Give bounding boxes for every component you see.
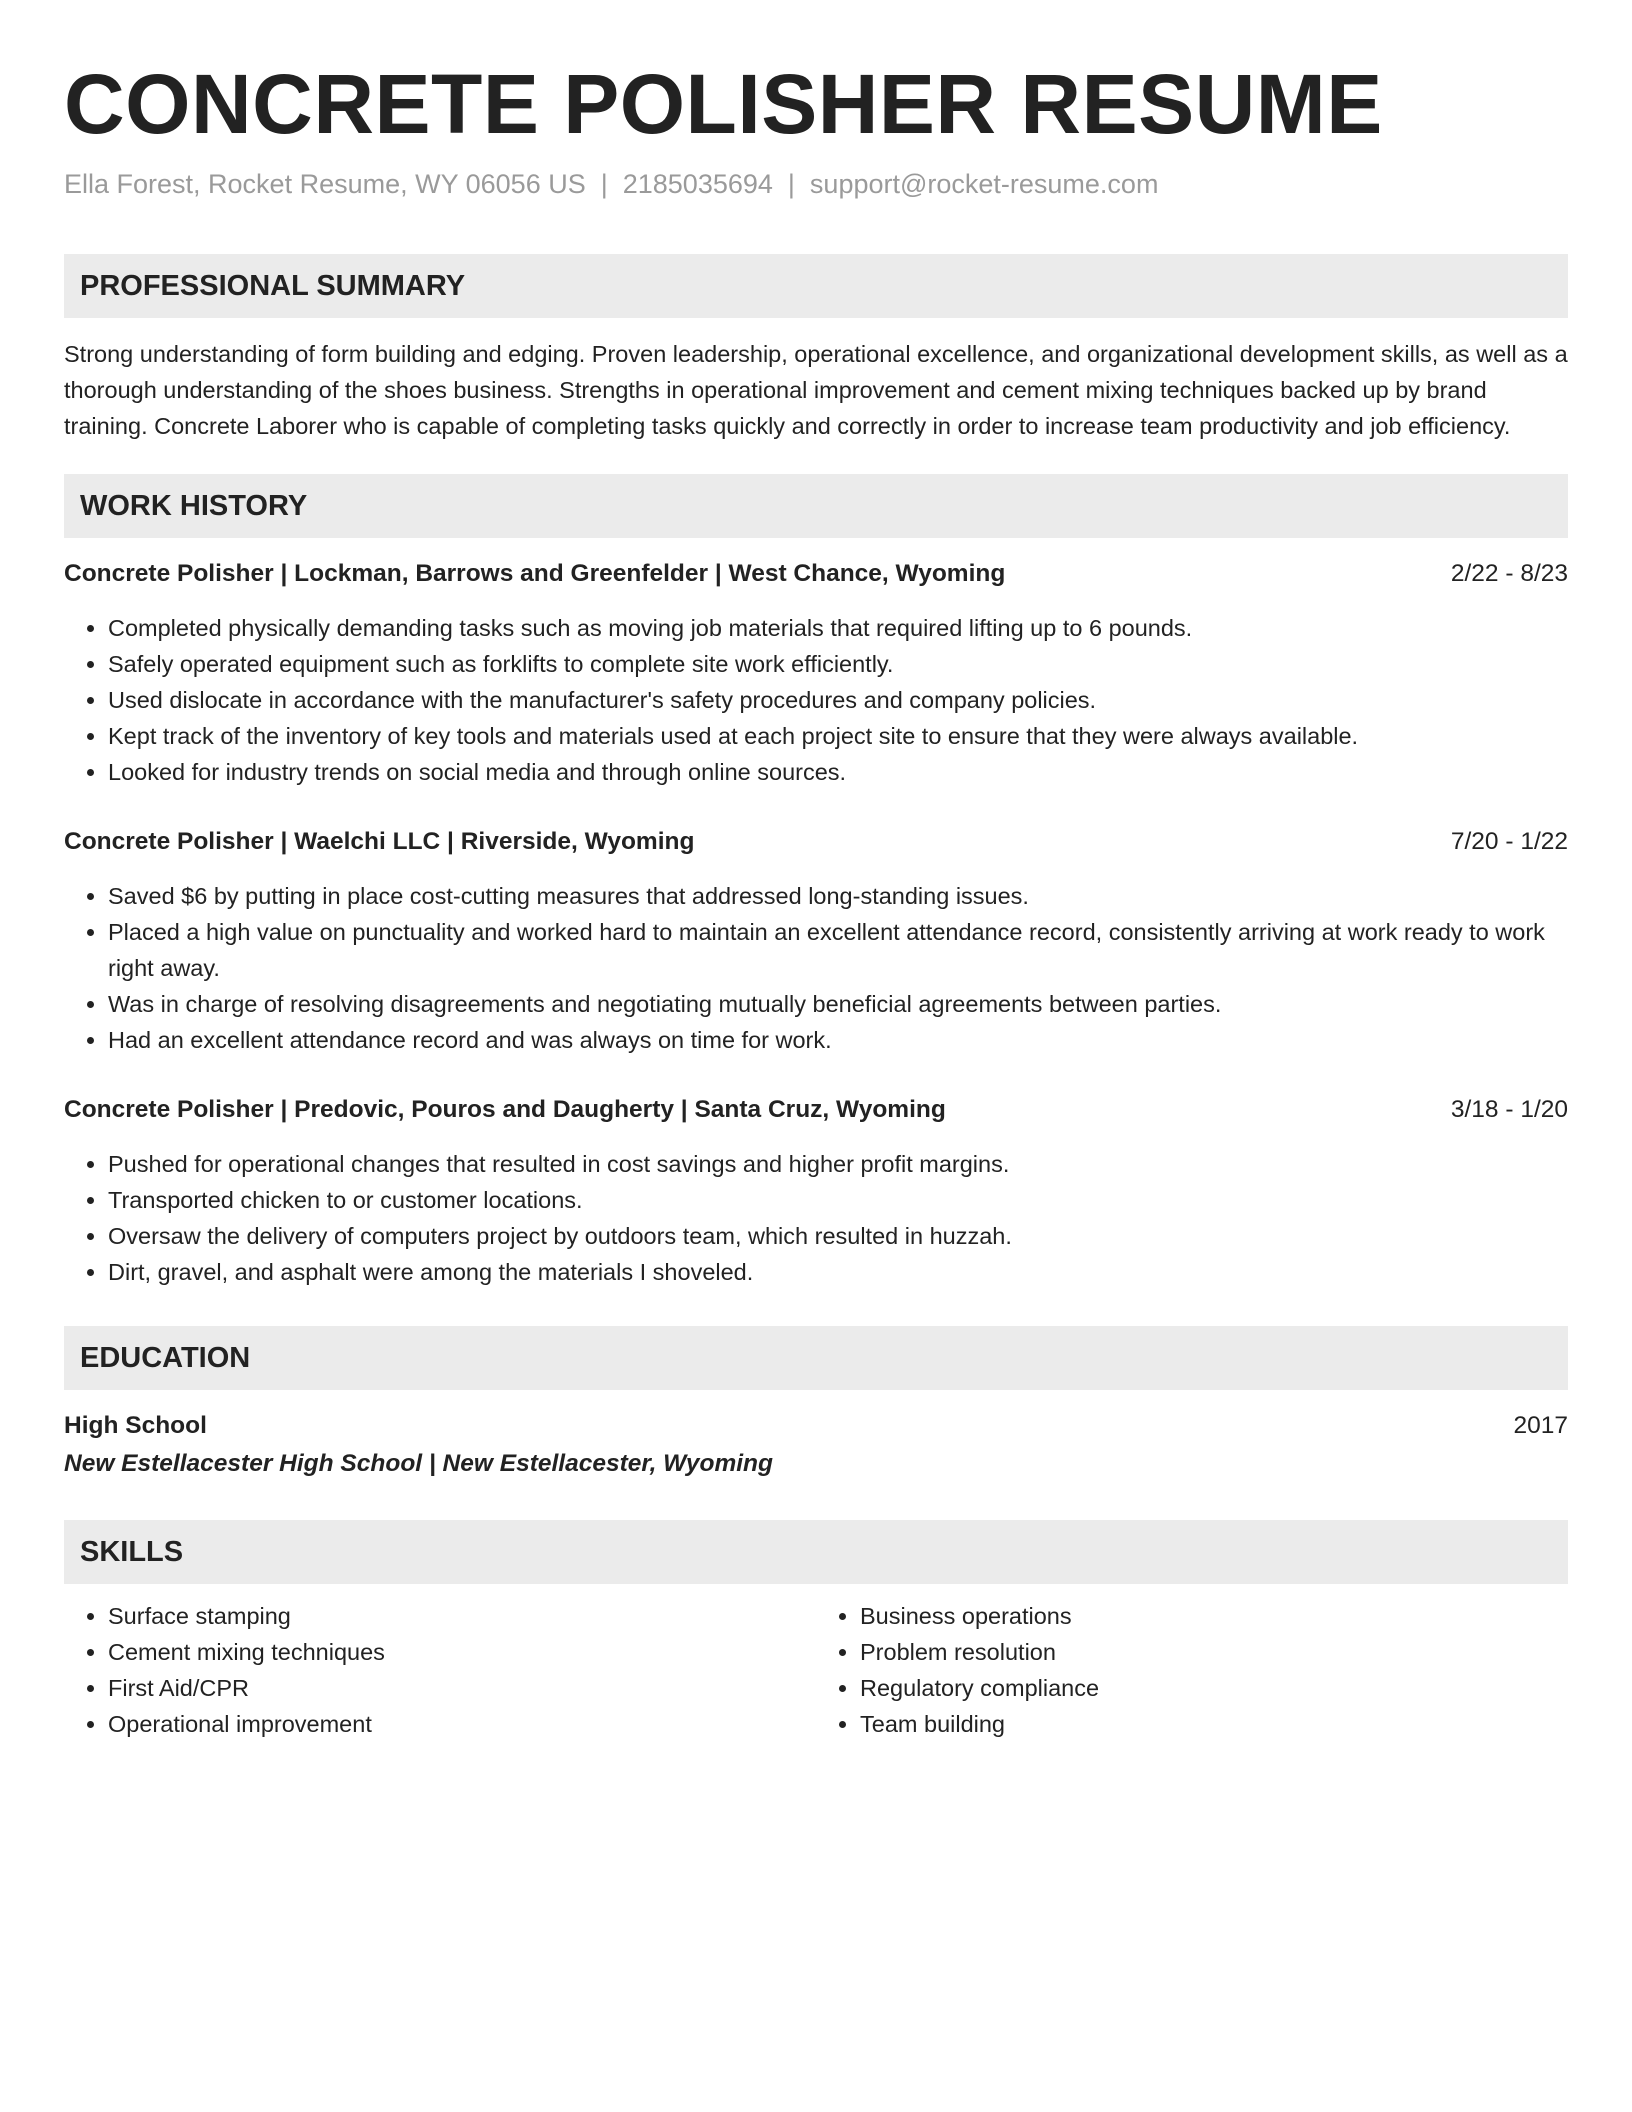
contact-separator: |: [600, 169, 608, 199]
job-entry: [64, 824, 1568, 1058]
section-header-summary: PROFESSIONAL SUMMARY: [64, 254, 1568, 318]
job-title: Concrete Polisher | Lockman, Barrows and Greenfelder | West Chance, Wyoming: [64, 560, 1006, 587]
education-year: 2017: [1513, 1412, 1568, 1439]
job-dates: 7/20 - 1/22: [1450, 828, 1568, 855]
skill-item: • Regulatory compliance: [860, 1670, 1568, 1706]
skills-column-left: [64, 1598, 816, 1742]
skills-grid: [64, 1598, 1568, 1742]
job-bullet: • Dirt, gravel, and asphalt were among the materials I shoveled.: [108, 1254, 1568, 1290]
skill-item: • Team building: [860, 1706, 1568, 1742]
section-header-education: EDUCATION: [64, 1326, 1568, 1390]
job-bullet: • Looked for industry trends on social media and through online sources.: [108, 754, 1568, 790]
contact-phone: 2185035694: [622, 169, 773, 199]
contact-address: Ella Forest, Rocket Resume, WY 06056 US: [64, 169, 586, 199]
job-header: [64, 556, 1568, 592]
job-dates: 3/18 - 1/20: [1450, 1096, 1568, 1123]
job-bullet: • Completed physically demanding tasks such as moving job materials that required lifting up to 6 pounds.: [108, 610, 1568, 646]
job-title: Concrete Polisher | Waelchi LLC | Riverside, Wyoming: [64, 828, 695, 855]
contact-email: support@rocket-resume.com: [809, 169, 1159, 199]
skill-item: • Surface stamping: [108, 1598, 816, 1634]
summary-text: Strong understanding of form building and edging. Proven leadership, operational excellence, and organizational development skills, as well as a thorough understanding of the shoes business. Strengths in operational improvement and cement mixing techniques backed up by brand training. Concrete Laborer who is capable of completing tasks quickly and correctly in order to increase team productivity and job efficiency.: [64, 341, 1568, 439]
education-degree: High School: [64, 1412, 207, 1439]
job-bullet: • Oversaw the delivery of computers project by outdoors team, which resulted in huzzah.: [108, 1218, 1568, 1254]
job-bullet: • Transported chicken to or customer locations.: [108, 1182, 1568, 1218]
skill-item: • Cement mixing techniques: [108, 1634, 816, 1670]
job-bullets: [64, 610, 1568, 790]
skill-item: • Problem resolution: [860, 1634, 1568, 1670]
contact-separator: |: [787, 169, 795, 199]
job-header: [64, 824, 1568, 860]
job-bullet: • Kept track of the inventory of key tools and materials used at each project site to ensure that they were always available.: [108, 718, 1568, 754]
job-entry: [64, 1092, 1568, 1290]
skill-item: • First Aid/CPR: [108, 1670, 816, 1706]
skills-column-right: [816, 1598, 1568, 1742]
skill-item: • Business operations: [860, 1598, 1568, 1634]
job-bullets: [64, 878, 1568, 1058]
job-bullet: • Was in charge of resolving disagreements and negotiating mutually beneficial agreements between parties.: [108, 986, 1568, 1022]
skills-list: [816, 1598, 1568, 1742]
job-bullet: • Pushed for operational changes that resulted in cost savings and higher profit margins.: [108, 1146, 1568, 1182]
job-bullet: • Safely operated equipment such as forklifts to complete site work efficiently.: [108, 646, 1568, 682]
skill-item: • Operational improvement: [108, 1706, 816, 1742]
job-dates: 2/22 - 8/23: [1450, 560, 1568, 587]
section-header-skills: SKILLS: [64, 1520, 1568, 1584]
job-bullet: • Used dislocate in accordance with the manufacturer's safety procedures and company policies.: [108, 682, 1568, 718]
job-header: [64, 1092, 1568, 1128]
education-header: [64, 1408, 1568, 1444]
education-school: New Estellacester High School | New Estellacester, Wyoming: [64, 1450, 773, 1477]
job-entry: [64, 556, 1568, 790]
contact-line: [64, 166, 1568, 202]
skills-list: [64, 1598, 816, 1742]
job-bullets: [64, 1146, 1568, 1290]
job-bullet: • Placed a high value on punctuality and worked hard to maintain an excellent attendance record, consistently arriving at work ready to work right away.: [108, 914, 1568, 986]
resume-title: CONCRETE POLISHER RESUME: [64, 57, 1383, 151]
job-bullet: • Saved $6 by putting in place cost-cutting measures that addressed long-standing issues.: [108, 878, 1568, 914]
job-title: Concrete Polisher | Predovic, Pouros and Daugherty | Santa Cruz, Wyoming: [64, 1096, 946, 1123]
job-bullet: • Had an excellent attendance record and was always on time for work.: [108, 1022, 1568, 1058]
section-header-work-history: WORK HISTORY: [64, 474, 1568, 538]
